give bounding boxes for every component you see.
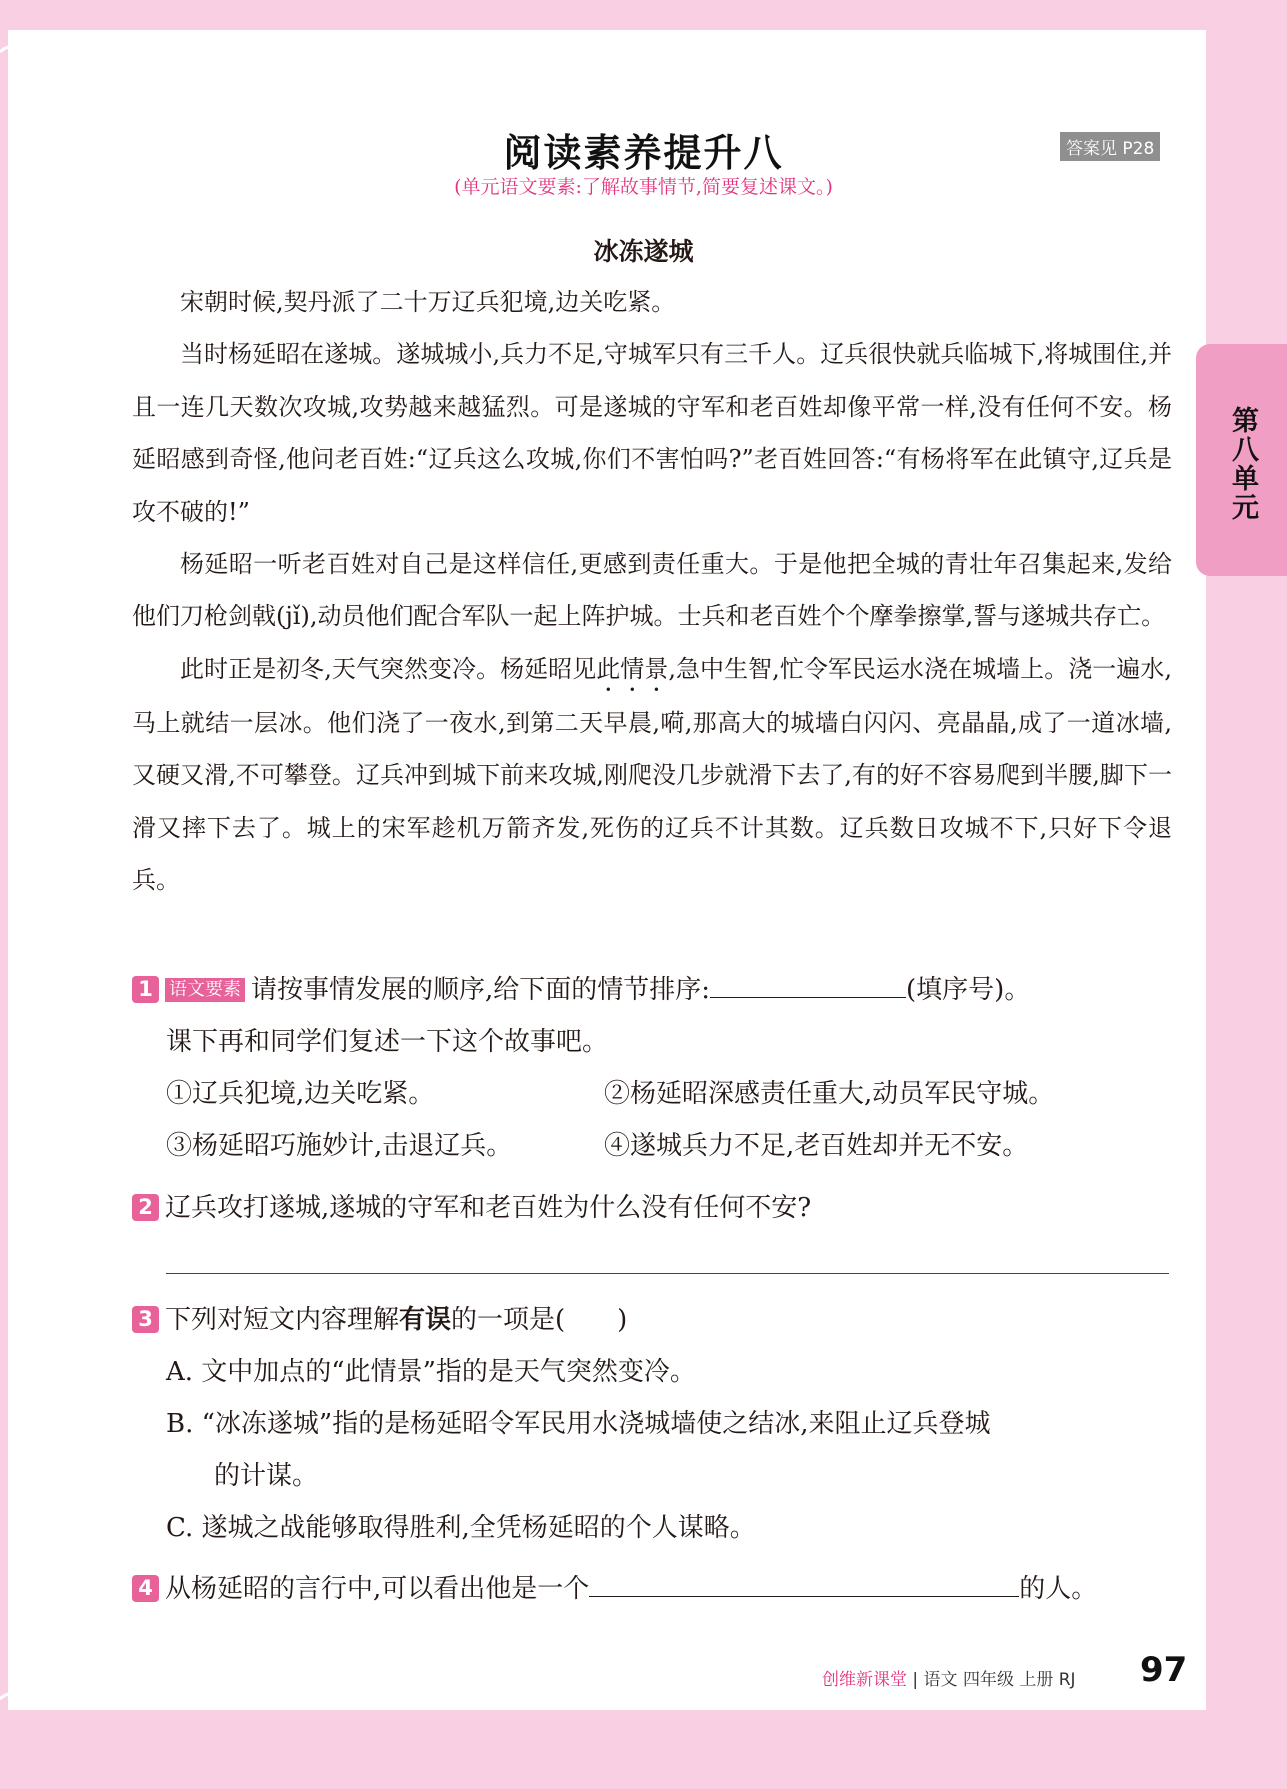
question-1-instruction: 课下再和同学们复述一下这个故事吧。	[166, 1027, 609, 1057]
question-3	[132, 1294, 1177, 1554]
footer-info	[822, 1665, 1076, 1690]
question-1-suffix: (填序号)。	[906, 975, 1031, 1005]
page-title: 阅读素养提升八	[503, 131, 784, 175]
story-paragraph-1: 宋朝时候,契丹派了二十万辽兵犯境,边关吃紧。	[180, 288, 676, 316]
question-3-emphasis: 有误	[399, 1305, 452, 1335]
footer-brand: 创维新课堂	[822, 1670, 907, 1690]
footer-details: | 语文 四年级 上册 RJ	[907, 1670, 1076, 1690]
unit-side-tab-label: 第八单元	[1227, 406, 1258, 522]
question-4-suffix: 的人。	[1019, 1574, 1098, 1604]
answer-blank[interactable]	[710, 973, 906, 998]
question-number-badge: 2	[132, 1194, 159, 1221]
bottom-wave-border	[0, 1685, 1287, 1725]
answer-line[interactable]	[166, 1273, 1169, 1274]
question-1-option: ④遂城兵力不足,老百姓却并无不安。	[604, 1131, 1029, 1161]
answer-blank[interactable]	[589, 1572, 1019, 1597]
question-3-option-b-cont: 的计谋。	[214, 1461, 319, 1491]
question-4	[132, 1563, 1177, 1615]
question-4-text: 从杨延昭的言行中,可以看出他是一个	[165, 1574, 590, 1604]
dotted-phrase: 此情景	[596, 654, 669, 683]
question-3-text-end: 的一项是( )	[451, 1305, 628, 1335]
question-2-text: 辽兵攻打遂城,遂城的守军和老百姓为什么没有任何不安?	[165, 1193, 812, 1223]
question-number-badge: 1	[132, 976, 159, 1003]
question-1-option: ①辽兵犯境,边关吃紧。	[166, 1079, 435, 1109]
question-1-option: ③杨延昭巧施妙计,击退辽兵。	[166, 1131, 513, 1161]
top-wave-border	[0, 30, 1287, 70]
page-number: 97	[1140, 1650, 1188, 1690]
story-p4-part-a: 此时正是初冬,天气突然变冷。杨延昭见	[180, 654, 597, 683]
question-number-badge: 4	[132, 1575, 159, 1602]
unit-subtitle: (单元语文要素:了解故事情节,简要复述课文。)	[454, 176, 833, 198]
question-2	[132, 1182, 1177, 1234]
language-element-tag: 语文要素	[165, 978, 245, 1002]
question-3-option-a: A. 文中加点的“此情景”指的是天气突然变冷。	[166, 1357, 696, 1387]
question-1-option: ②杨延昭深感责任重大,动员军民守城。	[604, 1079, 1055, 1109]
question-3-option-c: C. 遂城之战能够取得胜利,全凭杨延昭的个人谋略。	[166, 1513, 756, 1543]
story-p4-part-b: ,急中生智,忙令军民运水浇在城墙上。浇一遍水,马上就结一层冰。他们浇了一夜水,到第二天早晨,嗬,那高大的城墙白闪闪、亮晶晶,成了一道冰墙,又硬又滑,不可攀登。辽兵冲到城下前来攻城,刚爬没几步就滑下去了,有的好不容易爬到半腰,脚下一滑又摔下去了。城上的宋军趁机万箭齐发,死伤的辽兵不计其数。辽兵数日攻城不下,只好下令退兵。	[132, 654, 1172, 895]
story-paragraph-3: 杨延昭一听老百姓对自己是这样信任,更感到责任重大。于是他把全城的青壮年召集起来,发给他们刀枪剑戟(jǐ),动员他们配合军队一起上阵护城。士兵和老百姓个个摩拳擦掌,誓与遂城共存亡。	[132, 550, 1172, 631]
unit-side-tab	[1196, 344, 1287, 576]
answer-reference-badge: 答案见 P28	[1060, 132, 1160, 161]
question-3-text: 下列对短文内容理解	[165, 1305, 400, 1335]
question-1	[132, 964, 1177, 1172]
story-text	[132, 276, 1172, 906]
question-number-badge: 3	[132, 1306, 159, 1333]
question-3-option-b: B. “冰冻遂城”指的是杨延昭令军民用水浇城墙使之结冰,来阻止辽兵登城	[166, 1409, 991, 1439]
story-title: 冰冻遂城	[593, 237, 694, 266]
question-1-text: 请按事情发展的顺序,给下面的情节排序:	[251, 975, 711, 1005]
story-paragraph-4	[132, 643, 1172, 907]
story-paragraph-2: 当时杨延昭在遂城。遂城城小,兵力不足,守城军只有三千人。辽兵很快就兵临城下,将城围住,并且一连几天数次攻城,攻势越来越猛烈。可是遂城的守军和老百姓却像平常一样,没有任何不安。杨延昭感到奇怪,他问老百姓:“辽兵这么攻城,你们不害怕吗?”老百姓回答:“有杨将军在此镇守,辽兵是攻不破的!”	[132, 340, 1172, 526]
